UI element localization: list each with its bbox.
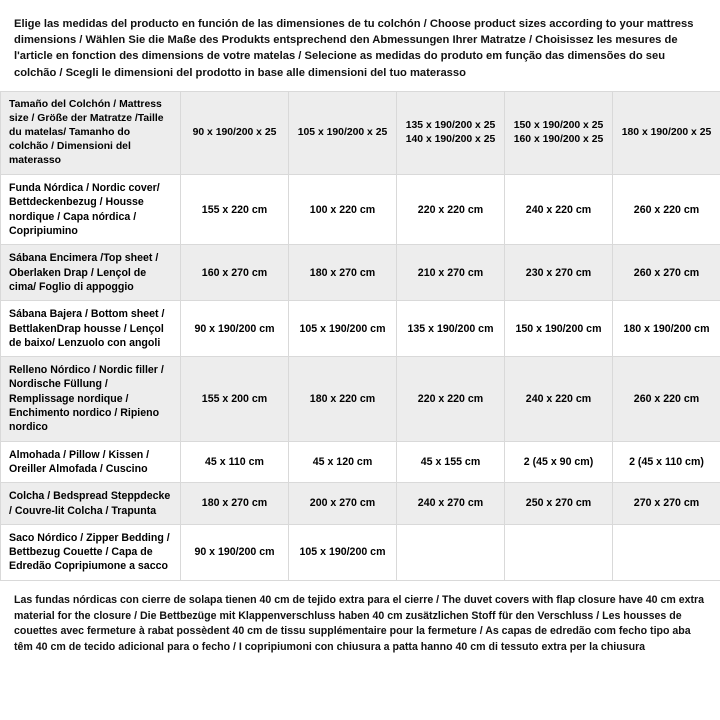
cell: 240 x 220 cm xyxy=(505,357,613,441)
cell: 155 x 200 cm xyxy=(181,357,289,441)
cell: 230 x 270 cm xyxy=(505,245,613,301)
cell: 100 x 220 cm xyxy=(289,175,397,245)
row-label-top-sheet: Sábana Encimera /Top sheet / Oberlaken Drap / Lençol de cima/ Foglio di appoggio xyxy=(1,245,181,301)
table-row xyxy=(1,441,720,483)
table-row xyxy=(1,301,720,357)
cell: 210 x 270 cm xyxy=(397,245,505,301)
row-label-bedspread: Colcha / Bedspread Steppdecke / Couvre-lit Colcha / Trapunta xyxy=(1,483,181,525)
header-col-3: 135 x 190/200 x 25 140 x 190/200 x 25 xyxy=(397,91,505,174)
cell: 45 x 120 cm xyxy=(289,441,397,483)
cell: 240 x 270 cm xyxy=(397,483,505,525)
table-row xyxy=(1,245,720,301)
cell: 160 x 270 cm xyxy=(181,245,289,301)
cell xyxy=(613,524,720,580)
cell: 260 x 220 cm xyxy=(613,175,720,245)
table-header-row xyxy=(1,91,720,174)
cell: 150 x 190/200 cm xyxy=(505,301,613,357)
table-row xyxy=(1,175,720,245)
cell: 270 x 270 cm xyxy=(613,483,720,525)
cell: 250 x 270 cm xyxy=(505,483,613,525)
cell: 180 x 270 cm xyxy=(289,245,397,301)
table-row xyxy=(1,524,720,580)
cell xyxy=(397,524,505,580)
row-label-nordic-cover: Funda Nórdica / Nordic cover/ Bettdeckenbezug / Housse nordique / Capa nórdica / Copripiumino xyxy=(1,175,181,245)
cell: 220 x 220 cm xyxy=(397,357,505,441)
intro-text: Elige las medidas del producto en función de las dimensiones de tu colchón / Choose product sizes according to your mattress dimensions / Wählen Sie die Maße des Produkts entsprechend den Abmessungen Ihrer Matratze / Choisissez les mesures de l'article en fonction des dimensions de votre matelas / Selecione as medidas do produto em função das dimensões do seu colchão / Scegli le dimensioni del prodotto in base alle dimensioni del tuo materasso xyxy=(14,18,694,79)
cell: 220 x 220 cm xyxy=(397,175,505,245)
cell: 260 x 270 cm xyxy=(613,245,720,301)
cell: 105 x 190/200 cm xyxy=(289,524,397,580)
row-label-nordic-filler: Relleno Nórdico / Nordic filler / Nordische Füllung / Remplissage nordique / Enchimento nordico / Ripieno nordico xyxy=(1,357,181,441)
cell: 180 x 190/200 cm xyxy=(613,301,720,357)
cell: 260 x 220 cm xyxy=(613,357,720,441)
cell: 45 x 155 cm xyxy=(397,441,505,483)
cell xyxy=(505,524,613,580)
table-body xyxy=(1,91,720,580)
footnote-text: Las fundas nórdicas con cierre de solapa tienen 40 cm de tejido extra para el cierre / The duvet covers with flap closure have 40 cm extra material for the closure / Die Bettbezüge mit Klappenverschluss haben 40 cm zusätzlichen Stoff für den Verschluss / Les housses de couettes avec fermeture à rabat possèdent 40 cm de tissu supplémentaire pour la fermeture / As capas de edredão com fecho tipo aba têm 40 cm de tecido adicional para o fecho / I copripiumoni con chiusura a patta hanno 40 cm di tessuto extra per la chiusura xyxy=(14,593,705,654)
cell: 240 x 220 cm xyxy=(505,175,613,245)
header-col-1: 90 x 190/200 x 25 xyxy=(181,91,289,174)
header-mattress-size-label: Tamaño del Colchón / Mattress size / Größe der Matratze /Taille du matelas/ Tamanho do colchão / Dimensioni del materasso xyxy=(1,91,181,174)
cell: 105 x 190/200 cm xyxy=(289,301,397,357)
header-col-5: 180 x 190/200 x 25 xyxy=(613,91,720,174)
cell: 90 x 190/200 cm xyxy=(181,301,289,357)
cell: 45 x 110 cm xyxy=(181,441,289,483)
size-guide-table xyxy=(0,91,720,581)
cell: 180 x 220 cm xyxy=(289,357,397,441)
header-col-4: 150 x 190/200 x 25 160 x 190/200 x 25 xyxy=(505,91,613,174)
table-row xyxy=(1,483,720,525)
row-label-pillow: Almohada / Pillow / Kissen / Oreiller Almofada / Cuscino xyxy=(1,441,181,483)
row-label-zipper-bedding: Saco Nórdico / Zipper Bedding / Bettbezug Couette / Capa de Edredão Copripiumone a sacco xyxy=(1,524,181,580)
cell: 2 (45 x 90 cm) xyxy=(505,441,613,483)
cell: 2 (45 x 110 cm) xyxy=(613,441,720,483)
cell: 155 x 220 cm xyxy=(181,175,289,245)
cell: 90 x 190/200 cm xyxy=(181,524,289,580)
cell: 135 x 190/200 cm xyxy=(397,301,505,357)
row-label-bottom-sheet: Sábana Bajera / Bottom sheet / BettlakenDrap housse / Lençol de baixo/ Lenzuolo con angoli xyxy=(1,301,181,357)
header-col-2: 105 x 190/200 x 25 xyxy=(289,91,397,174)
cell: 200 x 270 cm xyxy=(289,483,397,525)
cell: 180 x 270 cm xyxy=(181,483,289,525)
table-row xyxy=(1,357,720,441)
